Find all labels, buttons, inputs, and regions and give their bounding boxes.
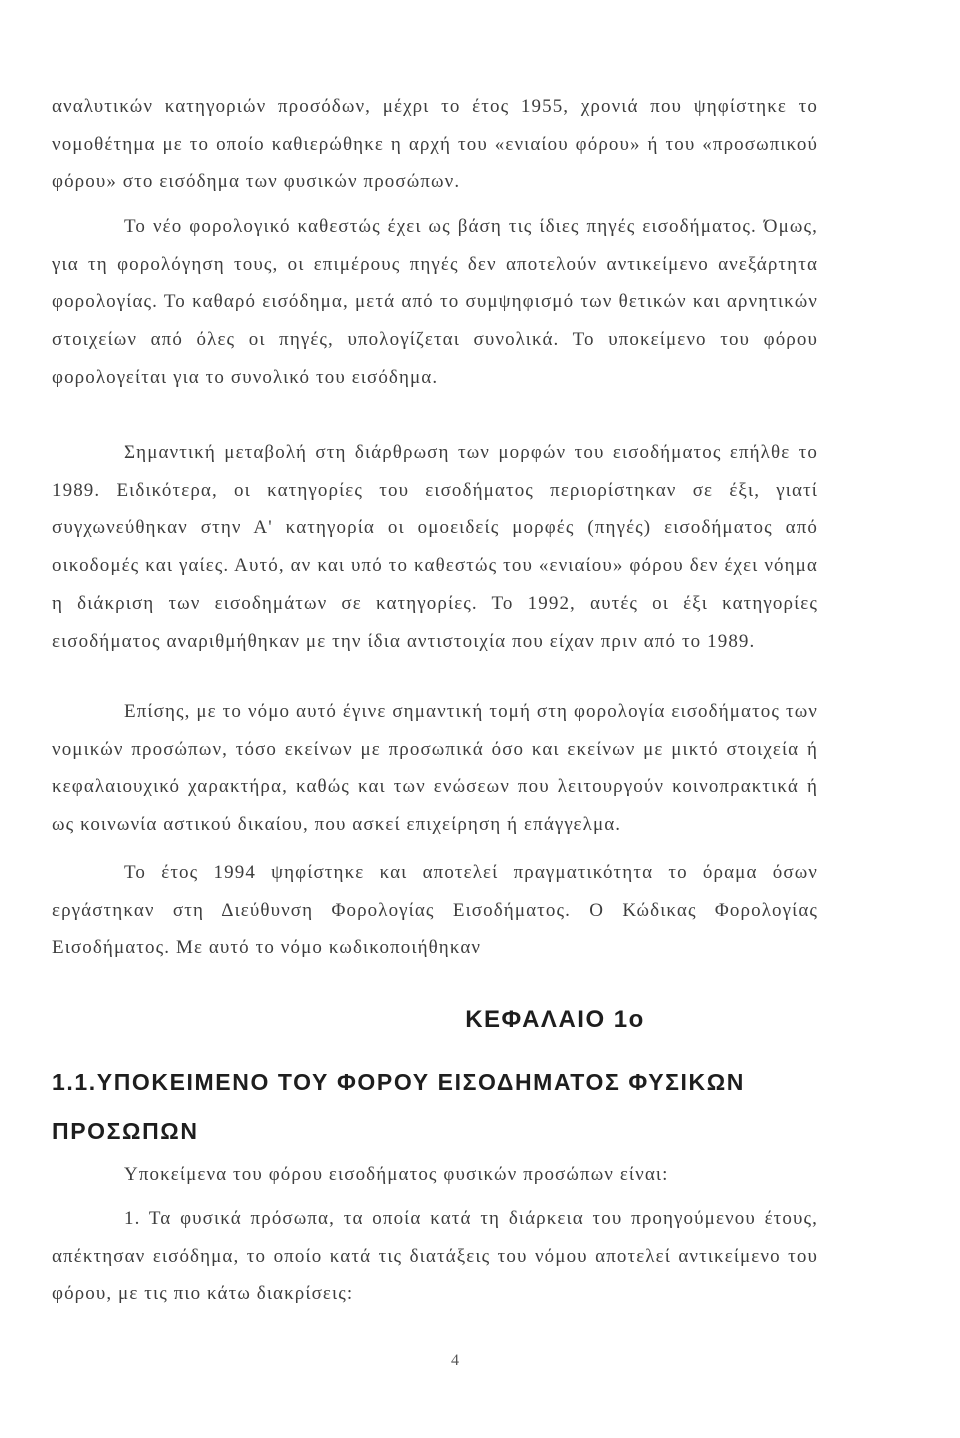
paragraph-1994-code: Το έτος 1994 ψηφίστηκε και αποτελεί πραγματικότητα το όραμα όσων εργάστηκαν στη Διεύθυνση Φορολογίας Εισοδήματος. Ο Κώδικας Φορολογίας Εισοδήματος. Με αυτό το νόμο κωδικοποιήθηκαν [52,862,818,959]
paragraph-new-tax-regime: Το νέο φορολογικό καθεστώς έχει ως βάση τις ίδιες πηγές εισοδήματος. Όμως, για τη φορολόγηση τους, οι επιμέρους πηγές δεν αποτελούν αντικείμενο ανεξάρτητα φορολογίας. Το καθαρό εισόδημα, μετά από το συμψηφισμό των θετικών και αρνητικών στοιχείων από όλες οι πηγές, υπολογίζεται συνολικά. Το υποκείμενο του φόρου φορολογείται για το συνολικό του εισόδημα. [52,216,818,388]
chapter-heading [0,1006,960,1034]
paragraph-subjects-item-1: 1. Τα φυσικά πρόσωπα, τα οποία κατά τη διάρκεια του προηγούμενου έτους, απέκτησαν εισόδημα, το οποίο κατά τις διατάξεις του νόμου αποτελεί αντικείμενο του φόρου, με τις πιο κάτω διακρίσεις: [52,1208,818,1305]
section-heading: 1.1.ΥΠΟΚΕΙΜΕΝΟ ΤΟΥ ΦΟΡΟΥ ΕΙΣΟΔΗΜΑΤΟΣ ΦΥΣΙΚΩΝ ΠΡΟΣΩΠΩΝ [52,1069,745,1144]
paragraph-1989-change: Σημαντική μεταβολή στη διάρθρωση των μορφών του εισοδήματος επήλθε το 1989. Ειδικότερα, οι κατηγορίες του εισοδήματος περιορίστηκαν σε έξι, γιατί συγχωνεύθηκαν στην Α' κατηγορία οι ομοειδείς μορφές (πηγές) εισοδήματος από οικοδομές και γαίες. Αυτό, αν και υπό το καθεστώς του «ενιαίου» φόρου δεν έχει νόημα η διάκριση των εισοδημάτων σε κατηγορίες. Το 1992, αυτές οι έξι κατηγορίες εισοδήματος αναριθμήθηκαν με την ίδια αντιστοιχία που είχαν πριν από το 1989. [52,442,818,652]
chapter-heading-text: ΚΕΦΑΛΑΙΟ 1ο [465,1006,645,1033]
paragraph-subjects-intro: Υποκείμενα του φόρου εισοδήματος φυσικών προσώπων είναι: [124,1164,669,1185]
paragraph-continued-intro: αναλυτικών κατηγοριών προσόδων, μέχρι το έτος 1955, χρονιά που ψηφίστηκε το νομοθέτημα με το οποίο καθιερώθηκε η αρχή του «ενιαίου φόρου» ή του «προσωπικού φόρου» στο εισόδημα των φυσικών προσώπων. [52,96,818,193]
paragraph-legal-entities: Επίσης, με το νόμο αυτό έγινε σημαντική τομή στη φορολογία εισοδήματος των νομικών προσώπων, τόσο εκείνων με προσωπικά όσο και εκείνων με μικτό στοιχεία ή κεφαλαιουχικό χαρακτήρα, καθώς και των ενώσεων που λειτουργούν κοινοπρακτικά ή ως κοινωνία αστικού δικαίου, που ασκεί επιχείρηση ή επάγγελμα. [52,701,818,836]
page-number: 4 [451,1352,459,1369]
